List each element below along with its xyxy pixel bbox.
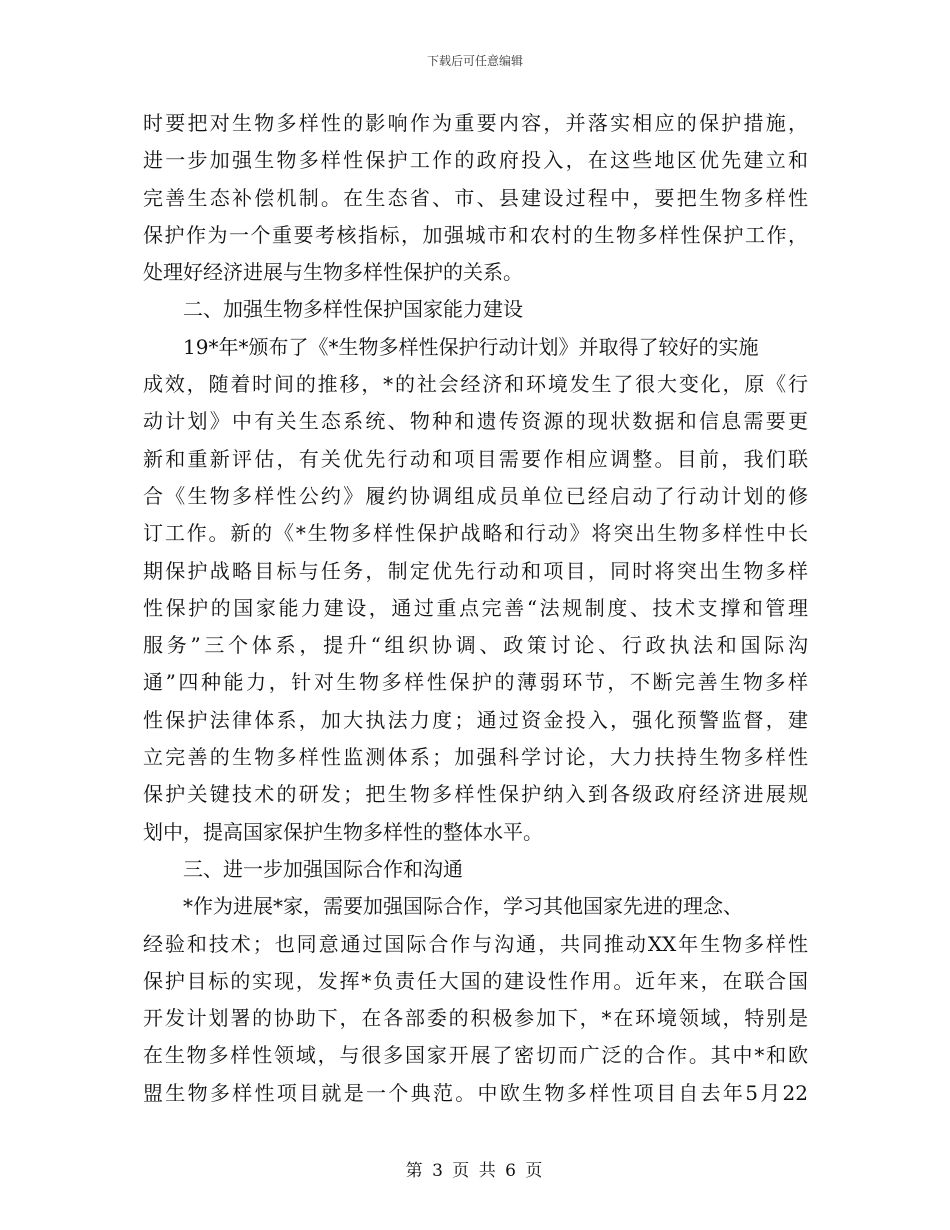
text-line: 立完善的生物多样性监测体系；加强科学讨论，大力扶持生物多样性 (143, 745, 808, 770)
text-line: 保护目标的实现，发挥*负责任大国的建设性作用。近年来，在联合国 (143, 968, 808, 993)
text-line: 动计划》中有关生态系统、物种和遗传资源的现状数据和信息需要更 (143, 409, 808, 434)
text-line: 成效，随着时间的推移，*的社会经济和环境发生了很大变化，原《行 (143, 372, 808, 397)
text-line: 保护作为一个重要考核指标，加强城市和农村的生物多样性保护工作， (143, 222, 808, 247)
text-line: 进一步加强生物多样性保护工作的政府投入，在这些地区优先建立和 (143, 148, 808, 173)
text-line: 合《生物多样性公约》履约协调组成员单位已经启动了行动计划的修 (143, 483, 808, 508)
text-line: 开发计划署的协助下，在各部委的积极参加下，*在环境领域，特别是 (143, 1006, 808, 1031)
text-line: *作为进展*家，需要加强国际合作，学习其他国家先进的理念、 (183, 894, 743, 919)
text-line: 经验和技术；也同意通过国际合作与沟通，共同推动XX年生物多样性 (143, 931, 808, 956)
text-line: 完善生态补偿机制。在生态省、市、县建设过程中，要把生物多样性 (143, 185, 808, 210)
text-line: 性保护的国家能力建设，通过重点完善“法规制度、技术支撑和管理 (143, 595, 808, 620)
text-line: 服务”三个体系，提升“组织协调、政策讨论、行政执法和国际沟 (143, 633, 808, 658)
text-line: 性保护法律体系，加大执法力度；通过资金投入，强化预警监督，建 (143, 707, 808, 732)
text-line: 新和重新评估，有关优先行动和项目需要作相应调整。目前，我们联 (143, 446, 808, 471)
text-line: 划中，提高国家保护生物多样性的整体水平。 (143, 819, 543, 844)
text-line: 处理好经济进展与生物多样性保护的关系。 (143, 260, 523, 285)
text-line: 通”四种能力，针对生物多样性保护的薄弱环节，不断完善生物多样 (143, 670, 808, 695)
text-line: 19*年*颁布了《*生物多样性保护行动计划》并取得了较好的实施 (183, 334, 759, 359)
document-body (143, 105, 808, 1112)
text-line: 保护关键技术的研发；把生物多样性保护纳入到各级政府经济进展规 (143, 782, 808, 807)
text-line: 三、进一步加强国际合作和沟通 (183, 856, 463, 881)
page-header-note: 下载后可任意编辑 (426, 54, 523, 68)
text-line: 盟生物多样性项目就是一个典范。中欧生物多样性项目自去年5月22 (143, 1080, 808, 1105)
text-line: 订工作。新的《*生物多样性保护战略和行动》将突出生物多样性中长 (143, 521, 808, 546)
text-line: 在生物多样性领域，与很多国家开展了密切而广泛的合作。其中*和欧 (143, 1043, 808, 1068)
text-line: 时要把对生物多样性的影响作为重要内容，并落实相应的保护措施， (143, 111, 808, 135)
text-line: 期保护战略目标与任务，制定优先行动和项目，同时将突出生物多样 (143, 558, 808, 583)
page-number: 第 3 页 共 6 页 (405, 1161, 545, 1181)
text-line: 二、加强生物多样性保护国家能力建设 (183, 297, 523, 322)
